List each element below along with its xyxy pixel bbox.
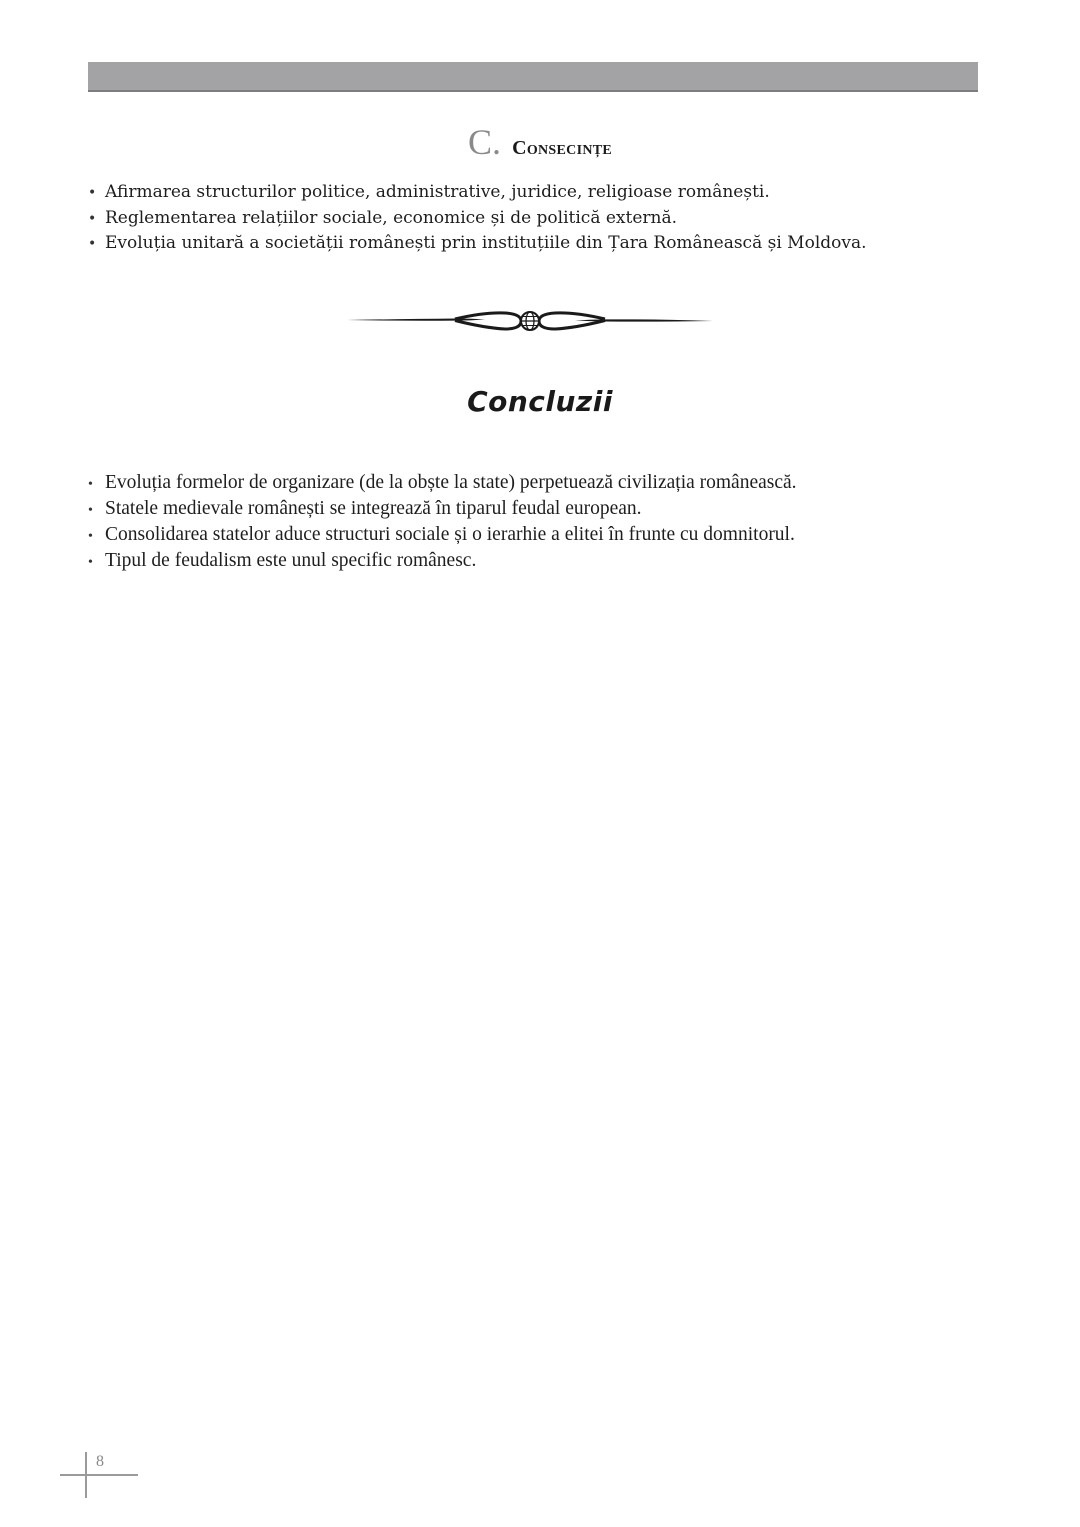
globe-flourish-divider-icon <box>345 302 715 340</box>
bullet-icon: • <box>88 210 97 227</box>
page-number: 8 <box>96 1453 104 1470</box>
crop-mark-horizontal <box>60 1474 138 1476</box>
section-title: Consecințe <box>512 137 613 159</box>
list-item <box>88 231 1008 257</box>
bullet-icon: • <box>88 185 97 201</box>
list-item <box>88 180 1008 206</box>
bullet-icon: • <box>88 555 93 570</box>
list-item-text: Reglementarea relațiilor sociale, economice și de politică externă. <box>105 207 678 228</box>
section-heading <box>0 120 1080 171</box>
list-item-text: Afirmarea structurilor politice, administrative, juridice, religioase românești. <box>105 182 770 202</box>
header-bar <box>88 62 978 92</box>
conclusions-list <box>88 471 1008 575</box>
list-item-text: Tipul de feudalism este unul specific românesc. <box>105 550 477 571</box>
list-item-text: Statele medievale românești se integrează în tiparul feudal european. <box>105 498 642 519</box>
bullet-icon: • <box>88 236 97 252</box>
conclusions-title: Concluzii <box>467 385 613 418</box>
consequences-list <box>88 180 1008 257</box>
list-item <box>88 471 1008 497</box>
list-item <box>88 497 1008 523</box>
list-item-text: Consolidarea statelor aduce structuri sociale și o ierarhie a elitei în frunte cu domnitorul. <box>105 524 795 545</box>
list-item <box>88 523 1008 549</box>
list-item <box>88 206 1008 232</box>
bullet-icon: • <box>88 529 93 544</box>
list-item-text: Evoluția formelor de organizare (de la obște la state) perpetuează civilizația românească. <box>105 472 797 493</box>
bullet-icon: • <box>88 503 93 518</box>
list-item-text: Evoluția unitară a societății românești prin instituțiile din Țara Românească și Moldova. <box>105 233 867 253</box>
section-letter: C. <box>467 122 501 162</box>
bullet-icon: • <box>88 477 93 492</box>
crop-mark-vertical <box>85 1452 87 1498</box>
list-item <box>88 549 1008 575</box>
